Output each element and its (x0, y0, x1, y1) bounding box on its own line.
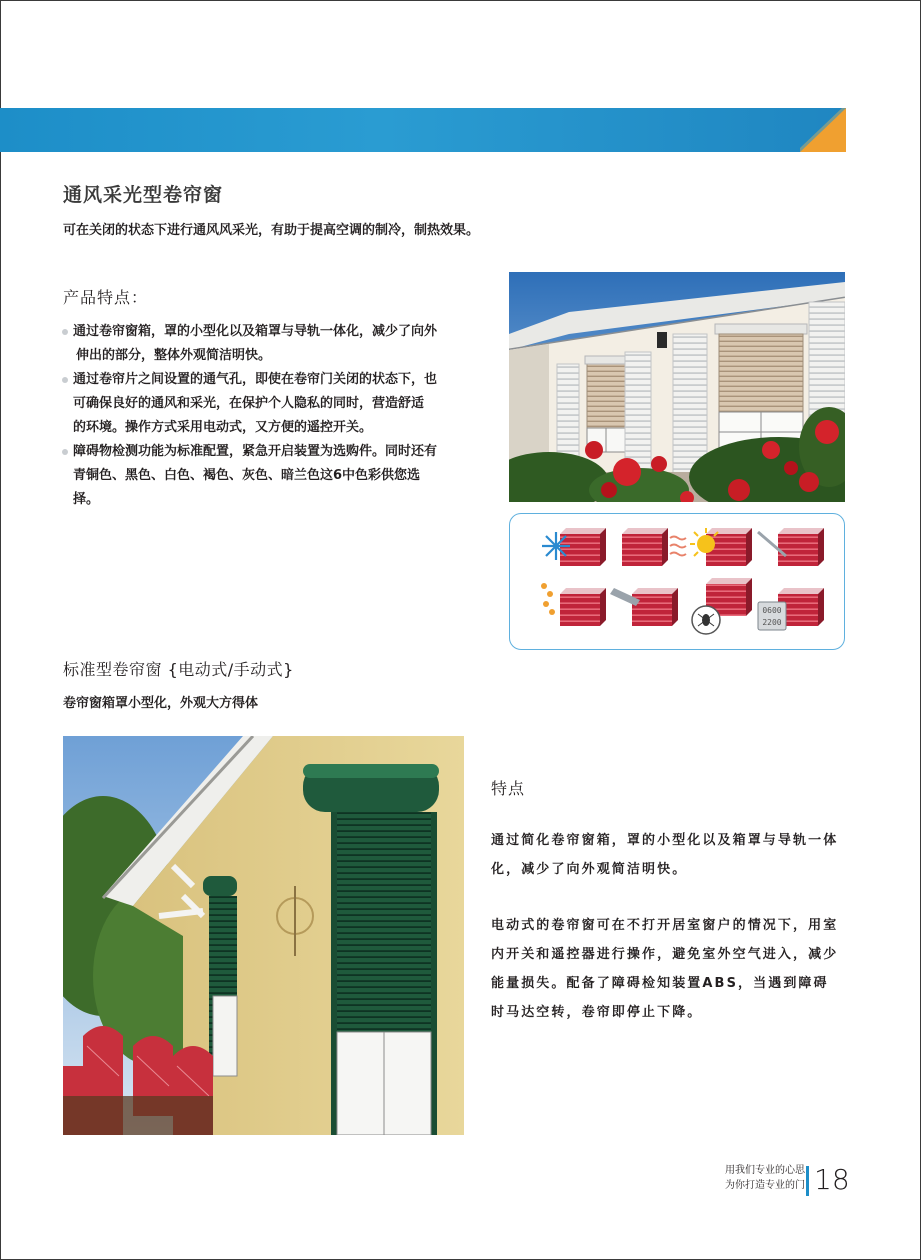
feature-line: 青铜色、黑色、白色、褐色、灰色、暗兰色这6中色彩供您选 (73, 468, 421, 483)
header-band (0, 108, 846, 152)
footer-slogan-line2: 为你打造专业的门 (725, 1180, 805, 1191)
feature-line: 通过卷帘片之间设置的通气孔，即使在卷帘门关闭的状态下，也 (73, 372, 438, 387)
feature-line: 择。 (73, 492, 100, 507)
section1-title: 通风采光型卷帘窗 (63, 184, 224, 206)
feature-item-1 (62, 320, 457, 368)
shutter-photo (63, 736, 464, 1135)
heat-wave-icon (622, 528, 686, 566)
section1-subtitle: 可在关闭的状态下进行通风风采光，有助于提高空调的制冷，制热效果。 (63, 223, 480, 238)
feature-line: 的环境。操作方式采用电动式，又方便的遥控开关。 (73, 420, 373, 435)
section2-features (491, 776, 843, 1054)
timer-icon (758, 588, 824, 630)
section2-features-heading: 特点 (491, 779, 526, 798)
bullet-icon (62, 449, 68, 455)
feature-line: 伸出的部分，整体外观简洁明快。 (76, 348, 272, 363)
sun-icon (690, 528, 752, 566)
feature-line: 通过卷帘窗箱，罩的小型化以及箱罩与导轨一体化，减少了向外 (73, 324, 438, 339)
features-list (62, 320, 457, 512)
bullet-icon (62, 377, 68, 383)
feature-line: 障碍物检测功能为标准配置，紧急开启装置为选购件。同时还有 (73, 444, 438, 459)
header-corner-triangle (800, 108, 846, 152)
wind-icon (758, 528, 824, 566)
tool-icon (610, 588, 678, 626)
page-number: 18 (814, 1163, 850, 1196)
insect-icon (692, 578, 752, 634)
section2-paragraph-1: 通过简化卷帘窗箱，罩的小型化以及箱罩与导轨一体化，减少了向外观简洁明快。 (491, 833, 839, 877)
section2-subtitle: 卷帘窗箱罩小型化，外观大方得体 (63, 696, 259, 711)
features-icons-panel (509, 513, 845, 650)
feature-item-3 (62, 440, 457, 512)
timer-start-text: 0600 (762, 606, 782, 615)
house-photo (509, 272, 845, 502)
footer-slogan-line1: 用我们专业的心思 (725, 1165, 805, 1176)
noise-icon (541, 583, 606, 626)
timer-end-text: 2200 (762, 618, 782, 627)
features-heading: 产品特点： (63, 288, 149, 307)
feature-line: 可确保良好的通风和采光，在保护个人隐私的同时，营造舒适 (73, 396, 425, 411)
bullet-icon (62, 329, 68, 335)
footer-slogan (675, 1163, 805, 1193)
section2-title: 标准型卷帘窗 {电动式/手动式} (63, 660, 294, 679)
footer-divider (806, 1166, 809, 1196)
snowflake-icon (542, 528, 606, 566)
feature-item-2 (62, 368, 457, 440)
section2-paragraph-2: 电动式的卷帘窗可在不打开居室窗户的情况下，用室内开关和遥控器进行操作，避免室外空气进入，减少能量损失。配备了障碍检知装置ABS，当遇到障碍时马达空转，卷帘即停止下降。 (491, 918, 839, 1020)
